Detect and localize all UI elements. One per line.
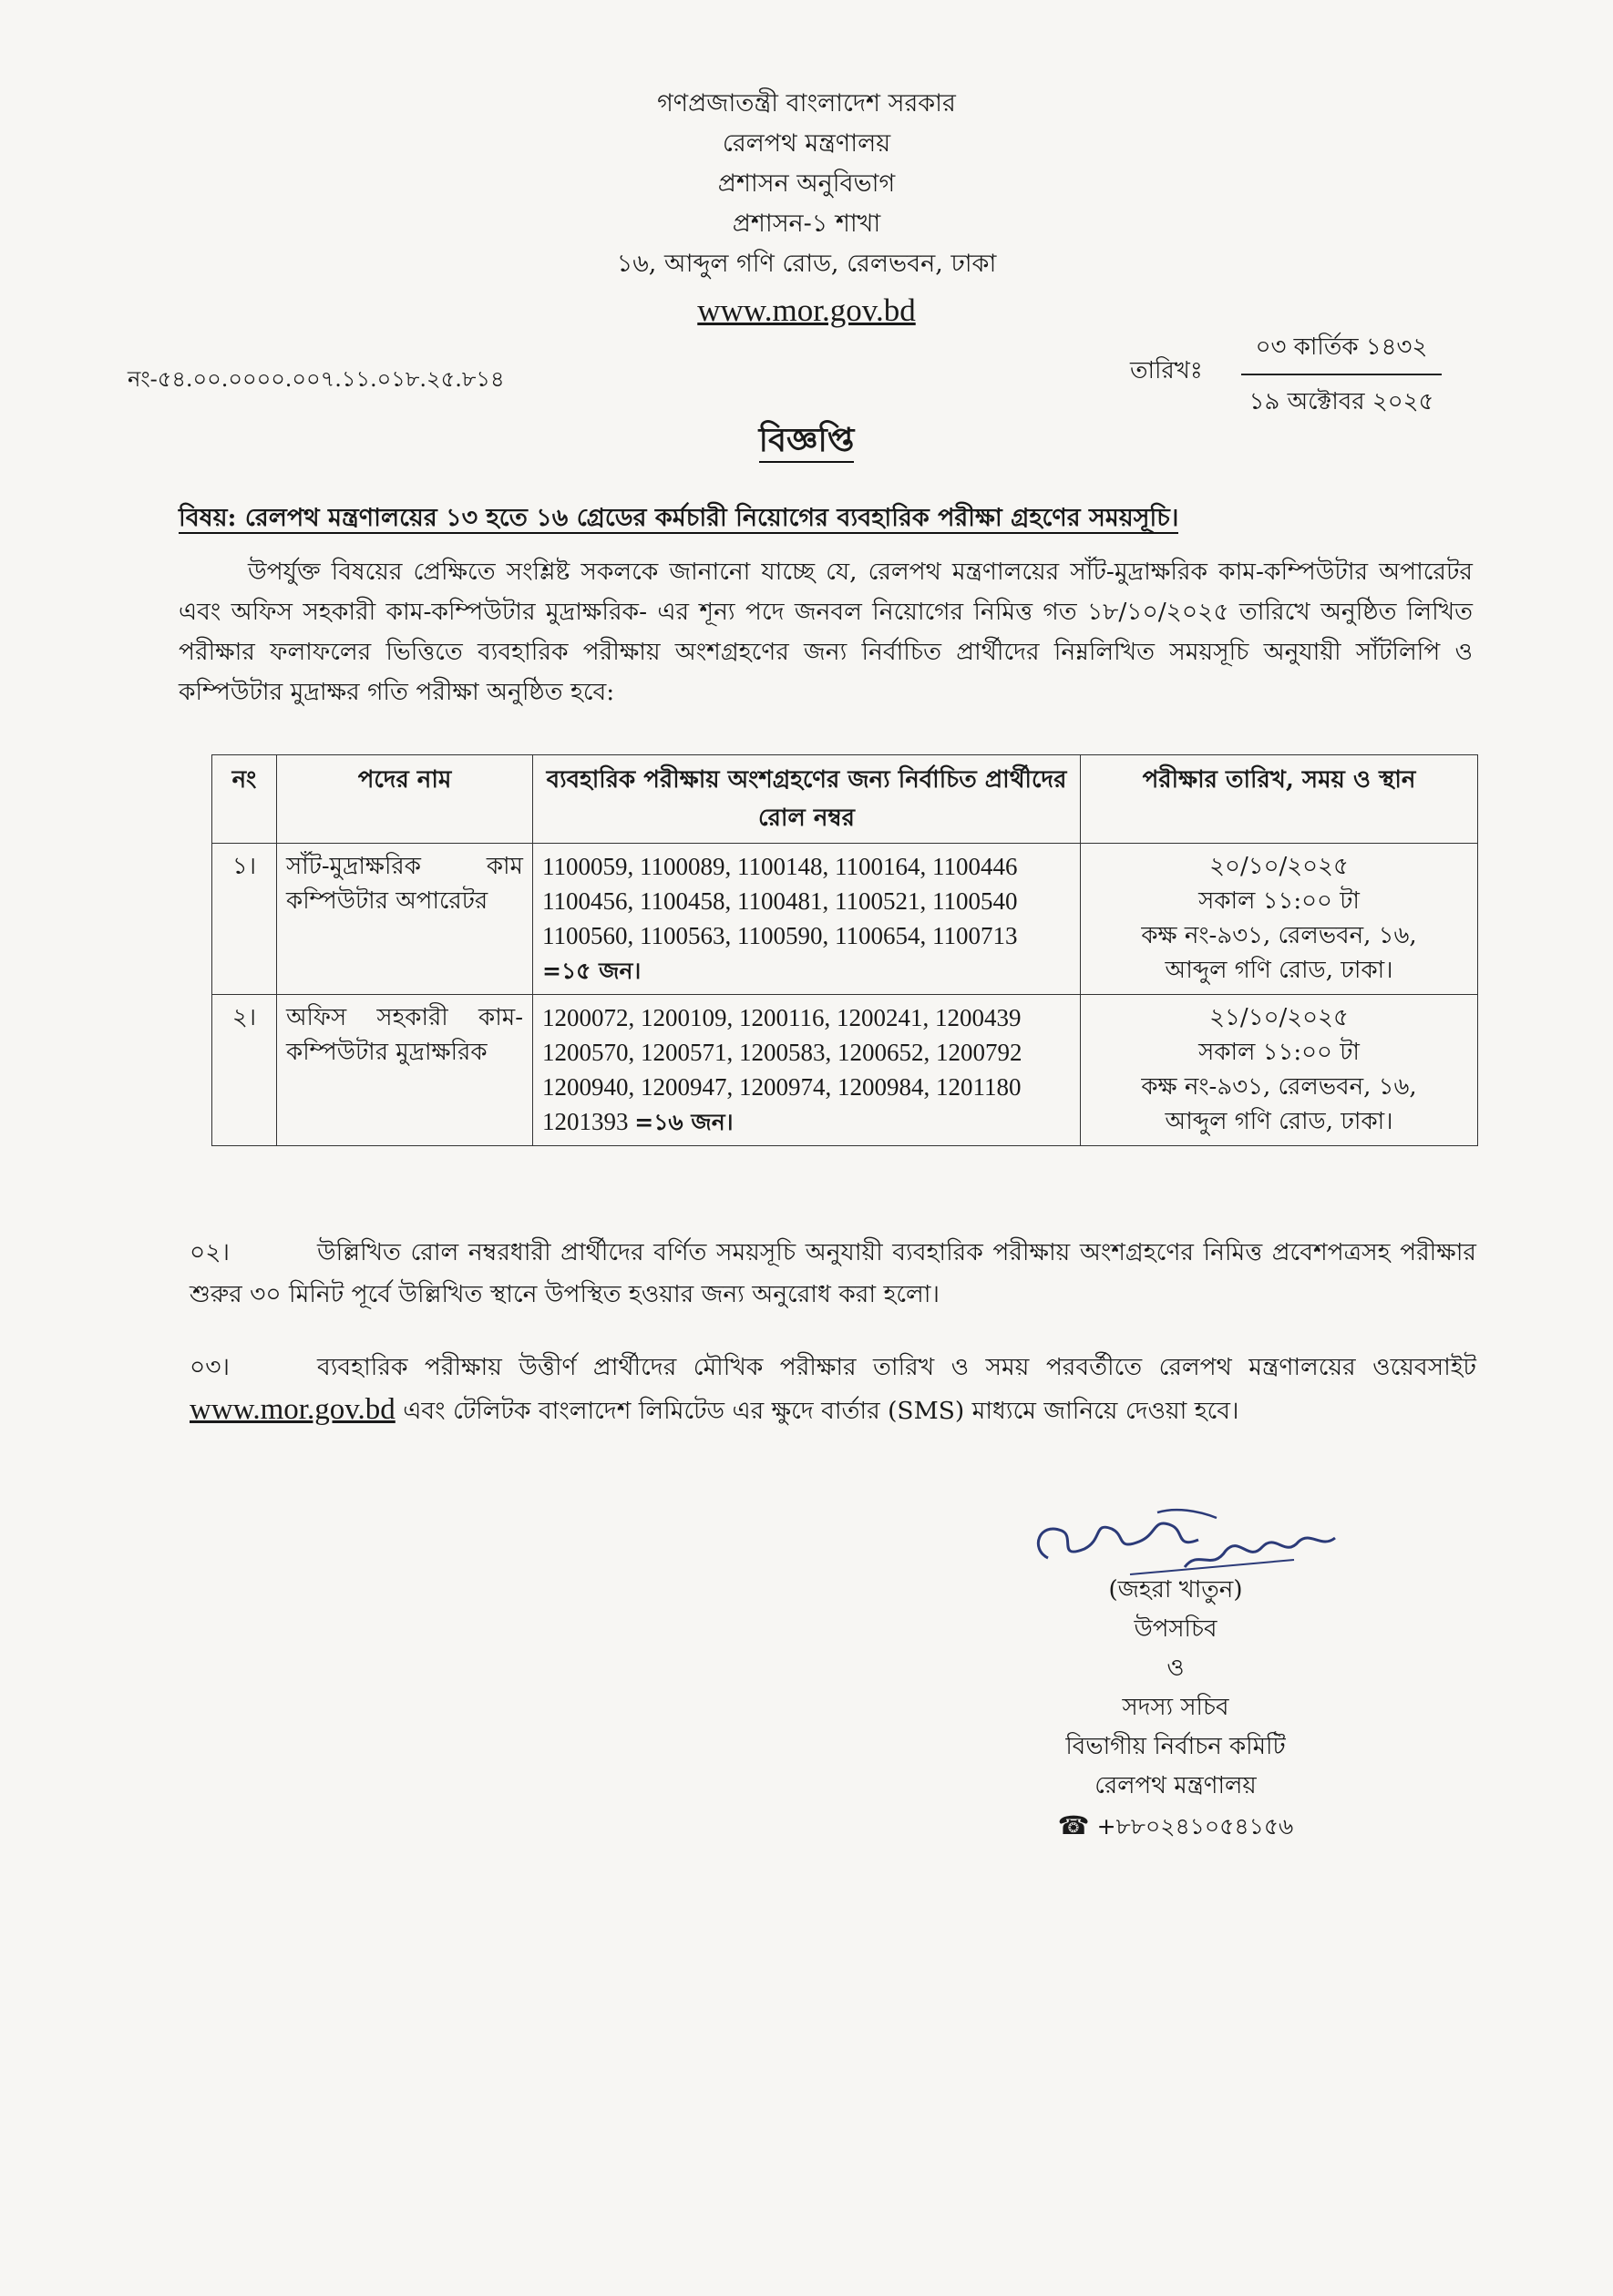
row-number: ২। [212,995,277,1146]
point-2 [190,1232,1476,1316]
table-header-row [212,755,1478,844]
intro-paragraph: উপর্যুক্ত বিষয়ের প্রেক্ষিতে সংশ্লিষ্ট সকলকে জানানো যাচ্ছে যে, রেলপথ মন্ত্রণালয়ের সাঁট-মুদ্রাক্ষরিক কাম-কম্পিউটার অপারেটর এবং অফিস সহকারী কাম-কম্পিউটার মুদ্রাক্ষরিক- এর শূন্য পদে জনবল নিয়োগের নিমিত্ত গত ১৮/১০/২০২৫ তারিখে অনুষ্ঠিত লিখিত পরীক্ষার ফলাফলের ভিত্তিতে ব্যবহারিক পরীক্ষায় অংশগ্রহণের জন্য নির্বাচিত প্রার্থীদের নিম্নলিখিত সময়সূচি অনুযায়ী সাঁটলিপি ও কম্পিউটার মুদ্রাক্ষর গতি পরীক্ষা অনুষ্ঠিত হবে: [179,558,1473,706]
roll-total: =১৫ জন। [542,958,642,984]
roll-numbers [533,995,1081,1146]
letterhead [0,84,1613,333]
signatory-ministry: রেলপথ মন্ত্রণালয় [1094,1772,1257,1799]
exam-date: ২১/১০/২০২৫ [1209,1004,1349,1031]
point-3-text-after: এবং টেলিটক বাংলাদেশ লিমিটেড এর ক্ষুদে বার্তার (SMS) মাধ্যমে জানিয়ে দেওয়া হবে। [403,1397,1239,1425]
government-name: গণপ্রজাতন্ত্রী বাংলাদেশ সরকার [657,89,956,118]
roll-line: 1200072, 1200109, 1200116, 1200241, 1200439 [542,1004,1022,1031]
notice-title-text: বিজ্ঞপ্তি [759,421,855,463]
point-3-number: ০৩। [190,1353,230,1381]
signatory-committee: বিভাগীয় নির্বাচন কমিটি [1065,1733,1286,1760]
exam-date: ২০/১০/২০২৫ [1209,853,1349,880]
exam-schedule [1081,844,1478,995]
point-3-text: ব্যবহারিক পরীক্ষায় উত্তীর্ণ প্রার্থীদের মৌখিক পরীক্ষার তারিখ ও সময় পরবর্তীতে রেলপথ মন্ত্রণালয়ের ওয়েবসাইট [317,1353,1476,1381]
table-row [212,844,1478,995]
exam-time: সকাল ১১:০০ টা [1198,887,1360,915]
handwritten-signature [1021,1494,1349,1582]
date-label: তারিখঃ [1130,357,1203,384]
post-name-text: সাঁট-মুদ্রাক্ষরিক কাম কম্পিউটার অপারেটর [286,853,523,915]
header-no: নং [212,755,277,844]
header-website-link[interactable]: www.mor.gov.bd [697,292,916,328]
branch-name: প্রশাসন-১ শাখা [732,210,881,238]
post-name [277,995,533,1146]
exam-schedule [1081,995,1478,1146]
row-number: ১। [212,844,277,995]
exam-time: সকাল ১১:০০ টা [1198,1039,1360,1066]
signatory-role: সদস্য সচিব [1122,1694,1229,1721]
post-name-text: অফিস সহকারী কাম-কম্পিউটার মুদ্রাক্ষরিক [286,1004,523,1066]
memo-number: নং-৫৪.০০.০০০০.০০৭.১১.০১৮.২৫.৮১৪ [128,366,505,392]
office-address: ১৬, আব্দুল গণি রোড, রেলভবন, ঢাকা [616,250,997,278]
signatory-phone [1012,1806,1340,1846]
roll-line: 1200940, 1200947, 1200974, 1200984, 1201180 [542,1073,1022,1101]
exam-place: আব্দুল গণি রোড, ঢাকা। [1165,957,1393,984]
signatory-and: ও [1166,1655,1185,1682]
point-2-number: ০২। [190,1238,230,1266]
point-3 [190,1347,1476,1432]
point-2-text: উল্লিখিত রোল নম্বরধারী প্রার্থীদের বর্ণিত সময়সূচি অনুযায়ী ব্যবহারিক পরীক্ষায় অংশগ্রহণের নিমিত্ত প্রবেশপত্রসহ পরীক্ষার শুরুর ৩০ মিনিট পূর্বে উল্লিখিত স্থানে উপস্থিত হওয়ার জন্য অনুরোধ করা হলো। [190,1238,1476,1308]
telephone-icon: ☎ [1057,1810,1090,1840]
division-name: প্রশাসন অনুবিভাগ [717,169,896,198]
date-bangla: ০৩ কার্তিক ১৪৩২ [1241,328,1442,375]
website-link[interactable]: www.mor.gov.bd [190,1393,396,1426]
header-schedule: পরীক্ষার তারিখ, সময় ও স্থান [1081,755,1478,844]
exam-place: আব্দুল গণি রোড, ঢাকা। [1165,1108,1393,1135]
exam-place: কক্ষ নং-৯৩১, রেলভবন, ১৬, [1141,1073,1417,1101]
schedule-table [211,754,1478,1146]
roll-numbers [533,844,1081,995]
roll-line: 1201393 [542,1108,629,1135]
phone-number[interactable]: +৮৮০২৪১০৫৪১৫৬ [1096,1813,1294,1840]
date-block [1241,328,1442,423]
date-english: ১৯ অক্টোবর ২০২৫ [1248,388,1434,415]
roll-line: 1200570, 1200571, 1200583, 1200652, 1200792 [542,1039,1022,1066]
subject-line [179,499,1178,540]
signatory-designation: উপসচিব [1134,1615,1217,1643]
table-row [212,995,1478,1146]
notice-title [0,415,1613,470]
point-3-body [190,1347,1476,1432]
post-name [277,844,533,995]
header-rolls: ব্যবহারিক পরীক্ষায় অংশগ্রহণের জন্য নির্বাচিত প্রার্থীদের রোল নম্বর [533,755,1081,844]
roll-line: 1100560, 1100563, 1100590, 1100654, 1100713 [542,922,1018,949]
roll-total: =১৬ জন। [634,1109,734,1135]
signatory-block [1012,1571,1340,1846]
subject-text: বিষয়: রেলপথ মন্ত্রণালয়ের ১৩ হতে ১৬ গ্রেডের কর্মচারী নিয়োগের ব্যবহারিক পরীক্ষা গ্রহণের সময়সূচি। [179,504,1179,532]
roll-line: 1100059, 1100089, 1100148, 1100164, 1100446 [542,853,1018,880]
ministry-name: রেলপথ মন্ত্রণালয় [722,129,891,158]
signatory-name: (জহরা খাতুন) [1108,1576,1243,1604]
header-post: পদের নাম [277,755,533,844]
roll-line: 1100456, 1100458, 1100481, 1100521, 1100540 [542,887,1018,915]
exam-place: কক্ষ নং-৯৩১, রেলভবন, ১৬, [1141,922,1417,949]
